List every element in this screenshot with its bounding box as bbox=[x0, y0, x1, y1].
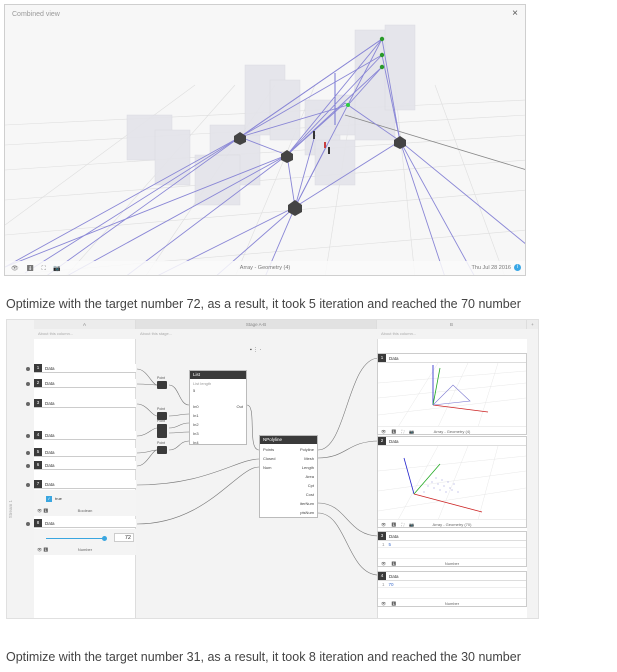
list-length-label: List length bbox=[193, 381, 212, 386]
npolyline-input-num[interactable]: Num bbox=[263, 465, 272, 470]
row-index: 1 bbox=[382, 582, 385, 587]
combined-view-title: Combined view bbox=[12, 11, 60, 18]
combined-view-footer bbox=[5, 261, 525, 275]
column-header-stage[interactable]: Stage A-B bbox=[136, 320, 377, 329]
slider-value[interactable]: 72 bbox=[114, 533, 134, 542]
port-dot[interactable] bbox=[26, 402, 30, 406]
number-slider-widget bbox=[34, 529, 136, 555]
column-header-a[interactable]: A bbox=[34, 320, 136, 329]
list-length-value[interactable]: 5 bbox=[193, 388, 196, 393]
checkbox-true[interactable]: ✓ bbox=[47, 496, 51, 501]
stream-label: Stream 1 bbox=[8, 500, 13, 519]
data-node-2[interactable]: 2 Data bbox=[34, 379, 136, 388]
npolyline-title: NPolyline bbox=[260, 436, 317, 444]
number-3-toolbar-icons[interactable]: 👁 ⬇ bbox=[381, 561, 399, 566]
add-column-icon[interactable]: + bbox=[527, 320, 539, 329]
data-node-8[interactable]: 8 Data bbox=[34, 519, 136, 528]
port-dot[interactable] bbox=[26, 522, 30, 526]
point-label: Point bbox=[157, 376, 165, 380]
node-editor[interactable] bbox=[6, 319, 539, 619]
viewer-1-toolbar-icons[interactable]: 👁 ⬇ ⛶ 📷 bbox=[381, 429, 417, 434]
viewer-2-toolbar-icons[interactable]: 👁 ⬇ ⛶ 📷 bbox=[381, 522, 417, 527]
info-icon[interactable]: i bbox=[514, 264, 521, 271]
viewer-2-label: Array - Geometry (70) bbox=[432, 522, 472, 527]
geometry-label: Array - Geometry (4) bbox=[239, 265, 291, 271]
data-node-4[interactable]: 4 Data bbox=[34, 431, 136, 440]
point-component[interactable] bbox=[157, 381, 167, 389]
number-3-type-label: Number bbox=[444, 561, 460, 566]
column-b-about[interactable]: About this column... bbox=[381, 331, 417, 336]
number-node-3[interactable]: 3 Data 1 5 👁 ⬇ Number bbox=[377, 531, 527, 567]
port-dot[interactable] bbox=[26, 451, 30, 455]
boolean-type-label: Boolean bbox=[77, 508, 93, 513]
data-node-1[interactable]: 1 Data bbox=[34, 364, 136, 373]
npolyline-component[interactable] bbox=[259, 435, 318, 518]
viewer-node-2[interactable]: 2 Data 👁 ⬇ ⛶ 📷 Array - Geometry (70) bbox=[377, 436, 527, 528]
point-label: Point bbox=[157, 407, 165, 411]
data-node-7[interactable]: 7 Data bbox=[34, 480, 136, 489]
close-icon[interactable]: × bbox=[512, 8, 518, 19]
list-component[interactable] bbox=[189, 370, 247, 445]
slider-handle[interactable] bbox=[102, 536, 107, 541]
npolyline-output-ptsnum[interactable]: ptsNum bbox=[300, 510, 314, 515]
data-node-3[interactable]: 3 Data bbox=[34, 399, 136, 408]
port-dot[interactable] bbox=[26, 367, 30, 371]
true-label: true bbox=[55, 496, 62, 501]
port-dot[interactable] bbox=[26, 382, 30, 386]
column-a-about[interactable]: About this column... bbox=[38, 331, 74, 336]
combined-view-panel[interactable] bbox=[4, 4, 526, 276]
data-node-5[interactable]: 5 Data bbox=[34, 448, 136, 457]
list-input-1[interactable]: In1 bbox=[193, 413, 199, 418]
npolyline-input-points[interactable]: Points bbox=[263, 447, 275, 452]
list-input-0[interactable]: In0 bbox=[193, 404, 199, 409]
list-input-3[interactable]: In3 bbox=[193, 431, 199, 436]
npolyline-output-area[interactable]: Area bbox=[305, 474, 314, 479]
port-dot[interactable] bbox=[26, 464, 30, 468]
number-footer-icons[interactable]: 👁 ⬇ bbox=[37, 547, 49, 552]
date-label: Thu Jul 28 2016 bbox=[471, 265, 511, 271]
point-label: Point bbox=[157, 441, 165, 445]
caption-1: Optimize with the target number 72, as a result, it took 5 iteration and reached the 70 number bbox=[6, 297, 521, 311]
data-node-6[interactable]: 6 Data bbox=[34, 461, 136, 470]
point-component[interactable] bbox=[157, 430, 167, 438]
number-value: 5 bbox=[388, 542, 392, 547]
boolean-widget bbox=[34, 490, 136, 516]
viewer-2-canvas[interactable] bbox=[378, 446, 526, 520]
slider-track[interactable] bbox=[46, 538, 106, 539]
number-4-type-label: Number bbox=[444, 601, 460, 606]
list-input-2[interactable]: In2 bbox=[193, 422, 199, 427]
npolyline-output-iternum[interactable]: iterNum bbox=[299, 501, 314, 506]
port-dot[interactable] bbox=[26, 434, 30, 438]
npolyline-output-polyline[interactable]: Polyline bbox=[299, 447, 314, 452]
column-header-b[interactable]: B bbox=[377, 320, 527, 329]
viewer-1-label: Array - Geometry (4) bbox=[433, 429, 471, 434]
npolyline-output-cost[interactable]: Cost bbox=[305, 492, 314, 497]
point-label: Point bbox=[157, 419, 165, 423]
npolyline-output-mesh[interactable]: Mesh bbox=[304, 456, 314, 461]
npolyline-output-cpt[interactable]: Cpt bbox=[307, 483, 314, 488]
stage-tool-icon[interactable]: ▪ ⋮ · bbox=[250, 347, 262, 353]
list-title: List bbox=[190, 371, 246, 379]
number-node-4[interactable]: 4 Data 1 70 👁 ⬇ Number bbox=[377, 571, 527, 607]
viewer-1-canvas[interactable] bbox=[378, 363, 526, 427]
npolyline-output-length[interactable]: Length bbox=[301, 465, 314, 470]
caption-2: Optimize with the target number 31, as a result, it took 8 iteration and reached the 30 number bbox=[6, 650, 521, 664]
viewer-node-1[interactable]: 1 Data 👁 ⬇ ⛶ 📷 Array - Geometry (4) bbox=[377, 353, 527, 435]
number-value: 70 bbox=[388, 582, 394, 587]
scene-3d[interactable] bbox=[5, 5, 526, 276]
boolean-footer-icons[interactable]: 👁 ⬇ bbox=[37, 508, 49, 513]
row-index: 1 bbox=[382, 542, 385, 547]
point-component[interactable] bbox=[157, 446, 167, 454]
number-4-toolbar-icons[interactable]: 👁 ⬇ bbox=[381, 601, 399, 606]
list-input-4[interactable]: In4 bbox=[193, 440, 199, 445]
port-dot[interactable] bbox=[26, 483, 30, 487]
number-type-label: Number bbox=[77, 547, 93, 552]
view-toolbar-icons[interactable]: 👁 ⬇ ⛶ 📷 bbox=[11, 266, 64, 272]
stage-about[interactable]: About this stage... bbox=[140, 331, 173, 336]
npolyline-input-closed[interactable]: Closed bbox=[263, 456, 276, 461]
list-output[interactable]: Out bbox=[236, 404, 243, 409]
